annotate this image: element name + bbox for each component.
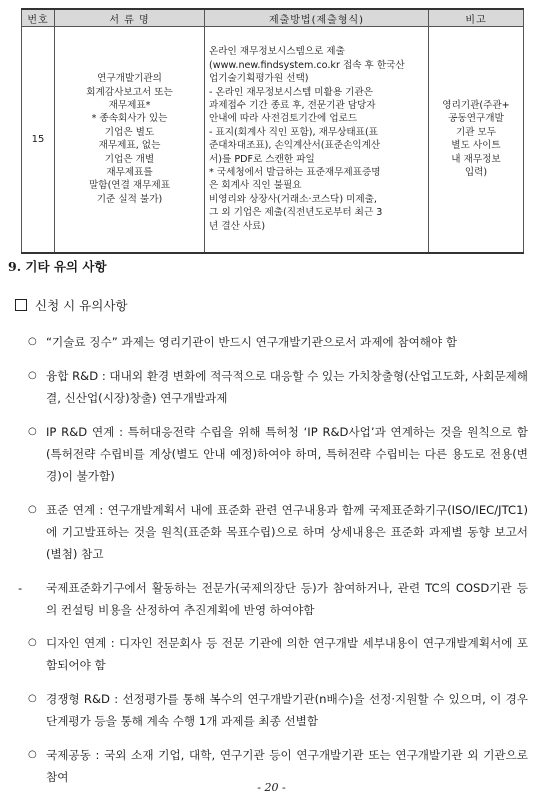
list-item-text: 표준 연계 : 연구개발계획서 내에 표준화 관련 연구내용과 함께 국제표준화기구(ISO/IEC/JTC1)에 기고발표하는 것을 원칙(표준화 목표수립)으로 하며 상세내용은 표준화 과제별 동향 보고서(별첨) 참고 <box>46 503 528 561</box>
method-line: 준대차대조표), 손익계산서(표준손익계산 <box>209 140 381 152</box>
list-item <box>28 688 528 732</box>
circle-bullet-icon: ○ <box>28 693 37 704</box>
document-line: 말함(연결 재무제표 <box>89 180 170 192</box>
list-item-text: IP R&D 연계 : 특허대응전략 수립을 위해 특허청 ‘IP R&D사업’과 연계하는 것을 원칙으로 함(특허전략 수립비를 계상(별도 안내 예정)하여야 하며, 특허전략 수립비는 다른 용도로 전용(변경)이 불가함) <box>46 425 528 483</box>
note-line: 내 재무정보 <box>451 153 501 165</box>
circle-bullet-icon: ○ <box>28 637 37 648</box>
document-line: 재무제표, 없는 <box>98 140 161 152</box>
header-number: 번호 <box>22 9 55 27</box>
submission-table <box>21 8 524 254</box>
header-method: 제출방법(제출형식) <box>205 9 429 27</box>
document-line: 재무제표를 <box>106 167 153 179</box>
method-line: 서)를 PDF로 스캔한 파일 <box>209 153 315 165</box>
circle-bullet-icon: ○ <box>28 749 37 760</box>
method-line: 비영리와 상장사(거래소·코스닥) 미제출, <box>209 193 377 205</box>
note-line: 공동연구개발 <box>448 113 504 125</box>
method-line: - 표지(회계사 직인 포함), 재무상태표(표 <box>209 126 378 138</box>
method-line: 은 회계사 직인 불필요 <box>209 180 302 192</box>
document-line: 기업은 별도 <box>104 126 155 138</box>
list-item <box>28 499 528 565</box>
sub-heading-label: 신청 시 유의사항 <box>35 298 128 313</box>
header-document: 서 류 명 <box>55 9 205 27</box>
list-item <box>28 331 528 353</box>
document-line: 재무제표* <box>108 100 151 112</box>
list-item-text: 융합 R&D : 대내외 환경 변화에 적극적으로 대응할 수 있는 가치창출형(산업고도화, 사회문제해결, 신산업(시장)창출) 연구개발과제 <box>46 369 528 405</box>
row-note <box>429 27 524 253</box>
method-line: 그 외 기업은 제출(직전년도로부터 최근 3 <box>209 207 383 219</box>
note-line: 기관 모두 <box>455 126 497 138</box>
document-line: * 종속회사가 있는 <box>91 113 168 125</box>
note-line: 입력) <box>464 167 488 179</box>
list-item <box>18 577 528 621</box>
table-row <box>22 27 524 253</box>
dash-bullet-icon: - <box>18 581 23 595</box>
note-line: 별도 사이트 <box>451 140 501 152</box>
page-number: - 20 - <box>257 781 286 794</box>
document-line: 기준 실적 불가) <box>96 193 163 205</box>
table-header-row <box>22 9 524 27</box>
list-item-text: 국제표준화기구에서 활동하는 전문가(국제의장단 등)가 참여하거나, 관련 TC의 COSD기관 등의 컨설팅 비용을 산정하여 추진계획에 반영 하여야함 <box>46 581 528 617</box>
method-line: 과제접수 기간 종료 후, 전문기관 담당자 <box>209 100 376 112</box>
method-line: 온라인 재무정보시스템으로 제출 <box>209 46 345 58</box>
list-item <box>28 421 528 487</box>
row-method <box>205 27 429 253</box>
list-item-text: 디자인 연계 : 디자인 전문회사 등 전문 기관에 의한 연구개발 세부내용이 연구개발계획서에 포함되어야 함 <box>46 636 528 672</box>
list-item-text: “기술료 징수” 과제는 영리기관이 반드시 연구개발기관으로서 과제에 참여해야 함 <box>46 335 458 349</box>
list-item <box>28 632 528 676</box>
method-line: 업기술기획평가원 선택) <box>209 73 309 85</box>
method-line: 년 결산 사료) <box>209 220 266 232</box>
method-line: 안내에 따라 사전검토기간에 업로드 <box>209 113 358 125</box>
document-line: 연구개발기관의 <box>97 73 162 85</box>
circle-bullet-icon: ○ <box>28 336 37 347</box>
document-line: 기업은 개별 <box>104 153 155 165</box>
row-document <box>55 27 205 253</box>
notice-list <box>18 331 528 800</box>
header-note: 비고 <box>429 9 524 27</box>
circle-bullet-icon: ○ <box>28 426 37 437</box>
method-line: - 온라인 재무정보시스템 미활용 기관은 <box>209 86 373 98</box>
list-item-text: 경쟁형 R&D : 선정평가를 통해 복수의 연구개발기관(n배수)을 선정·지원할 수 있으며, 이 경우 단계평가 등을 통해 계속 수행 1개 과제를 최종 선별함 <box>46 692 528 728</box>
section-title: 9. 기타 유의 사항 <box>8 259 107 274</box>
method-line: * 국세청에서 발급하는 표준재무제표증명 <box>209 167 381 179</box>
row-number: 15 <box>22 27 55 253</box>
note-line: 영리기관(주관+ <box>442 100 510 112</box>
sub-heading <box>15 296 127 314</box>
document-line: 회계감사보고서 또는 <box>86 86 173 98</box>
list-item-text: 국제공동 : 국외 소재 기업, 대학, 연구기관 등이 연구개발기관 또는 연구개발기관 외 기관으로 참여 <box>46 748 528 784</box>
list-item <box>28 365 528 409</box>
checkbox-square-icon <box>15 299 27 311</box>
method-line: (www.new.findsystem.co.kr 접속 후 한국산 <box>209 59 405 71</box>
circle-bullet-icon: ○ <box>28 504 37 515</box>
circle-bullet-icon: ○ <box>28 370 37 381</box>
